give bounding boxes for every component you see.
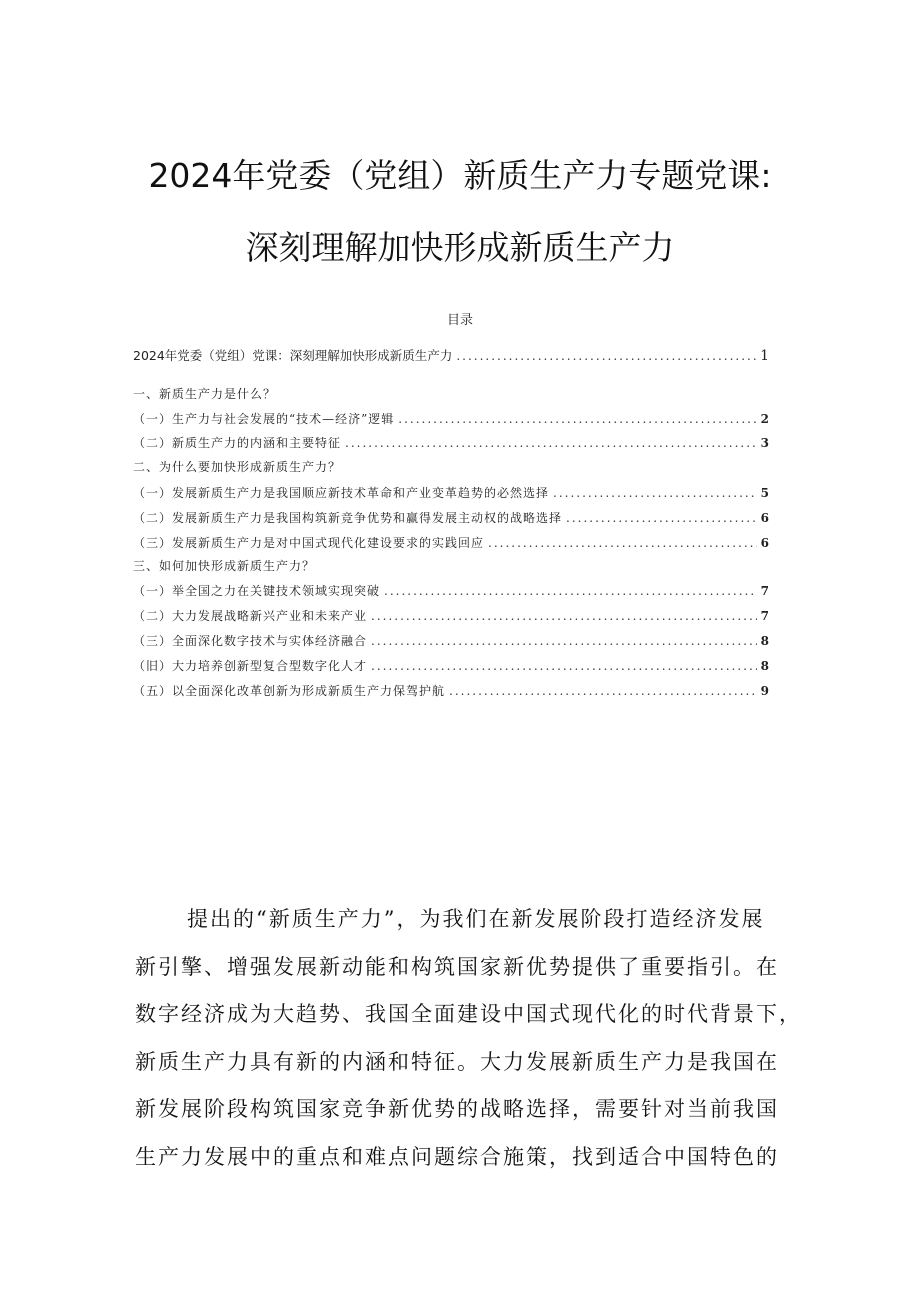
toc-entry[interactable] — [133, 607, 769, 625]
toc-entry-label: （一）举全国之力在关键技术领域实现突破 — [133, 584, 381, 598]
toc-entry[interactable] — [133, 434, 769, 452]
toc-entry-label: （五）以全面深化改革创新为形成新质生产力保驾护航 — [133, 684, 446, 698]
toc-leader-dots — [488, 536, 757, 550]
toc-page-number: 8 — [760, 634, 769, 648]
body-line: 数字经济成为大趋势、我国全面建设中国式现代化的时代背景下， — [135, 1002, 802, 1026]
toc-entry[interactable] — [133, 509, 769, 527]
toc-entry[interactable] — [133, 410, 769, 428]
toc-entry-label: （一）发展新质生产力是我国顺应新技术革命和产业变革趋势的必然选择 — [133, 486, 550, 500]
toc-leader-dots — [384, 584, 757, 598]
toc-entry-label: （三）发展新质生产力是对中国式现代化建设要求的实践回应 — [133, 536, 485, 550]
body-line: 提出的“新质生产力”，为我们在新发展阶段打造经济发展 — [187, 907, 765, 931]
toc-entry-label: （三）全面深化数字技术与实体经济融合 — [133, 634, 368, 648]
toc-entry-label: （一）生产力与社会发展的“技术—经济”逻辑 — [133, 412, 395, 426]
toc-page-number: 1 — [760, 348, 769, 364]
toc-leader-dots — [456, 349, 756, 363]
document-title-line1: 2024年党委（党组）新质生产力专题党课: — [148, 156, 772, 195]
toc-page-number: 7 — [760, 609, 769, 623]
toc-heading: 目录 — [446, 313, 473, 328]
body-line: 新发展阶段构筑国家竞争新优势的战略选择，需要针对当前我国 — [135, 1097, 779, 1121]
toc-entry[interactable] — [133, 632, 769, 650]
toc-leader-dots — [371, 609, 757, 623]
toc-leader-dots — [398, 412, 756, 426]
toc-page-number: 6 — [760, 511, 769, 525]
toc-section-heading[interactable]: 一、新质生产力是什么？ — [133, 387, 277, 401]
toc-leader-dots — [566, 511, 757, 525]
toc-leader-dots — [449, 684, 757, 698]
toc-entry[interactable] — [133, 582, 769, 600]
toc-page-number: 5 — [760, 486, 769, 500]
toc-entry-label: （二）发展新质生产力是我国构筑新竞争优势和赢得发展主动权的战略选择 — [133, 511, 563, 525]
toc-leader-dots — [553, 486, 757, 500]
toc-entry[interactable] — [133, 682, 769, 700]
body-paragraph — [135, 896, 802, 1181]
toc-entry-main[interactable] — [133, 346, 769, 364]
toc-entry-label: （旧）大力培养创新型复合型数字化人才 — [133, 659, 368, 673]
toc-page-number: 8 — [760, 659, 769, 673]
toc-entry[interactable] — [133, 484, 769, 502]
toc-section-heading[interactable]: 三、如何加快形成新质生产力？ — [133, 559, 316, 573]
toc-page-number: 6 — [760, 536, 769, 550]
toc-leader-dots — [345, 436, 757, 450]
toc-entry-label: （二）大力发展战略新兴产业和未来产业 — [133, 609, 368, 623]
toc-page-number: 9 — [760, 684, 769, 698]
document-title-line2: 深刻理解加快形成新质生产力 — [245, 228, 675, 267]
body-line: 生产力发展中的重点和难点问题综合施策，找到适合中国特色的 — [135, 1144, 779, 1169]
body-line: 新质生产力具有新的内涵和特征。大力发展新质生产力是我国在 — [135, 1049, 779, 1074]
toc-entry[interactable] — [133, 534, 769, 552]
body-line: 新引擎、增强发展新动能和构筑国家新优势提供了重要指引。在 — [135, 954, 779, 979]
toc-page-number: 3 — [760, 436, 769, 450]
toc-leader-dots — [371, 659, 757, 673]
toc-page-number: 2 — [760, 412, 769, 426]
toc-page-number: 7 — [760, 584, 769, 598]
toc-entry-label: （二）新质生产力的内涵和主要特征 — [133, 436, 342, 450]
toc-leader-dots — [371, 634, 757, 648]
toc-entry-label: 2024年党委（党组）党课：深刻理解加快形成新质生产力 — [133, 348, 453, 363]
toc-section-heading[interactable]: 二、为什么要加快形成新质生产力？ — [133, 460, 342, 474]
toc-entry[interactable] — [133, 657, 769, 675]
